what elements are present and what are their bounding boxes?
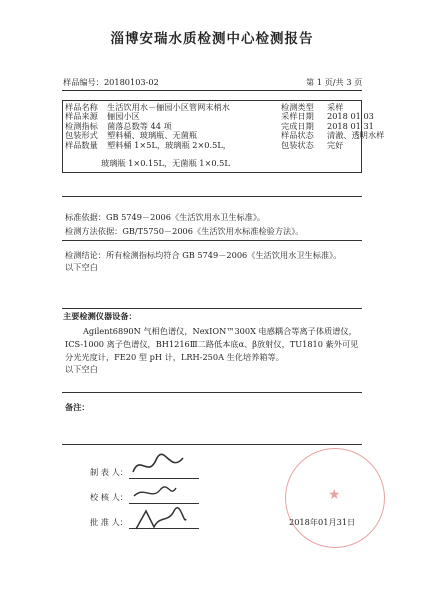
conclusion-text: 检测结论：所有检测指标均符合 GB 5749－2006《生活饮用水卫生标准》。 [65,250,342,260]
sample-number: 样品编号：20180103-02 [63,77,159,87]
instruments-line-1: Agilent6890N 气相色谱仪，NexION™300X 电感耦合等离子体质谱仪， [83,326,357,336]
info-label-2: 样品状态 [281,130,314,141]
info-value: 塑料桶 1×5L，玻璃瓶 2×0.5L， [107,139,231,150]
info-value-2: 清澈、透明水样 [327,130,385,141]
divider-4 [62,392,362,393]
info-label-2: 检测类型 [281,102,314,112]
info-label-2: 采样日期 [281,111,314,122]
instruments-line-3: 分光光度计，FE20 型 pH 计，LRH-250A 生化培养箱等。 [65,352,284,362]
prepared-signature [128,452,188,480]
info-label: 样品来源 [65,111,98,122]
info-label-2: 完成日期 [281,120,314,131]
conclusion-blank: 以下空白 [65,262,98,272]
info-value: 菌落总数等 44 项 [107,120,172,131]
info-value-2: 2018 01 03 [327,111,374,122]
info-label: 样品数量 [65,139,98,150]
header-divider [62,90,362,91]
info-value: 生活饮用水－俪园小区管网末梢水 [107,102,230,112]
info-value: 俪园小区 [107,111,140,122]
official-seal [285,448,385,548]
report-title: 淄博安瑞水质检测中心检测报告 [110,31,314,47]
sample-quantity-continued: 玻璃瓶 1×0.15L，无菌瓶 1×0.5L [101,158,230,168]
standard-basis: 标准依据：GB 5749－2006《生活饮用水卫生标准》。 [65,212,266,222]
checked-signature [130,480,180,506]
approved-signature [130,505,190,535]
instruments-line-2: ICS-1000 离子色谱仪，BH1216Ⅲ二路低本底α、β放射仪，TU1810 紫外可见 [65,339,359,349]
instruments-blank: 以下空白 [65,364,98,374]
page-indicator: 第 1 页/共 3 页 [306,77,363,87]
method-basis: 检测方法依据：GB/T5750－2006《生活饮用水标准检验方法》。 [65,226,304,236]
info-label: 样品名称 [65,102,98,112]
info-row [63,141,393,150]
info-label: 检测指标 [65,120,98,131]
divider-1 [62,196,362,197]
info-value-2: 2018 01 31 [327,120,374,131]
report-date: 2018年01月31日 [289,517,356,527]
info-label: 包装形式 [65,130,98,141]
divider-3 [62,308,362,309]
checked-by-label: 校 核 人： [90,492,128,502]
info-label-2: 包装状态 [281,139,314,150]
approved-by-label: 批 准 人： [90,517,128,527]
instruments-heading: 主要检测仪器设备： [63,311,137,321]
divider-5 [62,444,362,445]
prepared-by-label: 制 表 人： [90,467,128,477]
remarks-label: 备注： [65,402,90,412]
sample-info-table [63,103,393,150]
divider-2 [62,240,362,241]
info-value: 塑料桶、玻璃瓶、无菌瓶 [107,130,198,141]
info-value-2: 完好 [327,139,344,150]
info-value-2: 采样 [327,102,344,112]
